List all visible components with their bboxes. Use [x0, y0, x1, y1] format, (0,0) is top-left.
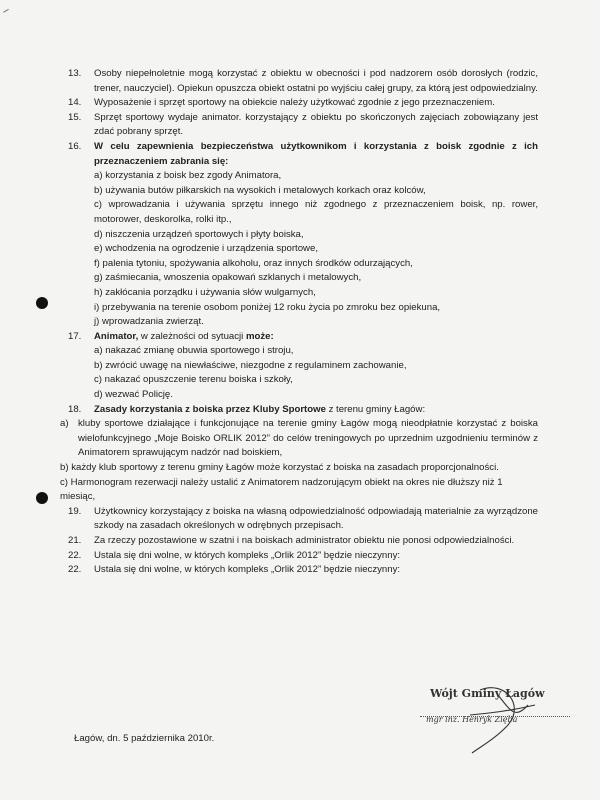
list-item: [68, 111, 538, 140]
item-heading: Zasady korzystania z boiska przez Kluby Sportowe z terenu gminy Łagów:: [94, 403, 426, 415]
punch-hole-bottom: [36, 492, 48, 504]
list-item: [68, 330, 538, 345]
sublist-item: g) zaśmiecania, wnoszenia opakowań szklanych i metalowych,: [94, 272, 362, 284]
item-text: Osoby niepełnoletnie mogą korzystać z obiektu w obecności i pod nadzorem osób dorosłych (rodzic, trener, nauczyciel). Opiekun opuszcza obiekt ostatni po wyjściu całej grupy, za którą jest odpowiedzialny.: [94, 68, 538, 94]
sublist-item: c) wprowadzania i używania sprzętu innego niż zgodnego z przeznaczeniem boisk, np. rower, motorower, deskorolka, rolki itp.,: [94, 199, 538, 225]
item-text: Sprzęt sportowy wydaje animator. korzystający z obiektu po skończonych zajęciach zobowiązany jest zdać pobrany sprzęt.: [94, 111, 538, 138]
item-number: 21.: [68, 535, 82, 546]
item-number: 14.: [68, 97, 82, 109]
scan-mark: [3, 9, 11, 16]
sublist: [68, 169, 538, 330]
signature-scribble: [410, 675, 580, 755]
item-number: 16.: [68, 140, 82, 152]
item-number: 22.: [68, 549, 82, 561]
sublist: [60, 417, 538, 505]
item-number: 22.: [68, 564, 82, 576]
sublist-item: a) kluby sportowe działające i funkcjonujące na terenie gminy Łagów mogą nieodpłatnie korzystać z boiska wielofunkcyjnego „Moje Boisko ORLIK 2012” do celów treningowych po uprzednim uzgodnieniu terminów z Animatorem sprawującym nadzór nad boiskiem,: [60, 418, 538, 459]
item-text: Za rzeczy pozostawione w szatni i na boiskach administrator obiektu nie ponosi odpowiedzialności.: [94, 535, 515, 546]
sublist-item: f) palenia tytoniu, spożywania alkoholu, oraz innych środków odurzających,: [94, 257, 413, 269]
item-text: Użytkownicy korzystający z boiska na własną odpowiedzialność odpowiadają materialnie za wyrządzone szkody na zasadach określonych w odrębnych przepisach.: [94, 505, 538, 532]
list-item: [68, 403, 538, 418]
item-text: Ustala się dni wolne, w których kompleks „Orlik 2012” będzie nieczynny:: [94, 549, 401, 561]
sublist-item: d) niszczenia urządzeń sportowych i płyty boiska,: [94, 228, 304, 240]
list-item: [68, 563, 538, 578]
place-date: Łagów, dn. 5 października 2010r.: [74, 733, 215, 744]
list-item: [68, 140, 538, 169]
list-item: [68, 67, 538, 96]
sublist: [68, 344, 538, 402]
list-item: [68, 505, 538, 534]
sublist-item: j) wprowadzania zwierząt.: [94, 316, 204, 328]
punch-hole-top: [36, 297, 48, 309]
item-number: 17.: [68, 330, 82, 342]
item-number: 15.: [68, 111, 82, 123]
item-number: 18.: [68, 403, 82, 415]
regulations-list: [60, 67, 538, 578]
item-number: 19.: [68, 505, 82, 517]
item-text: Wyposażenie i sprzęt sportowy na obiekcie należy użytkować zgodnie z jego przeznaczeniem.: [94, 97, 495, 109]
sublist-item: b) zwrócić uwagę na niewłaściwe, niezgodne z regulaminem zachowanie,: [94, 359, 407, 371]
sublist-item: a) korzystania z boisk bez zgody Animatora,: [94, 170, 282, 182]
sublist-item: i) przebywania na terenie osobom poniżej 12 roku życia po zmroku bez opiekuna,: [94, 301, 441, 313]
sublist-item: c) nakazać opuszczenie terenu boiska i szkoły,: [94, 374, 293, 386]
item-heading: Animator, w zależności od sytuacji może:: [94, 330, 274, 342]
item-number: 13.: [68, 68, 82, 79]
sublist-item: h) zakłócania porządku i używania słów wulgarnych,: [94, 286, 316, 298]
list-item: [68, 549, 538, 564]
sublist-item: e) wchodzenia na ogrodzenie i urządzenia sportowe,: [94, 243, 318, 255]
sublist-item: c) Harmonogram rezerwacji należy ustalić z Animatorem nadzorującym obiekt na okres nie dłuższy niż 1 miesiąc,: [60, 476, 503, 503]
sublist-item: a) nakazać zmianę obuwia sportowego i stroju,: [94, 345, 294, 357]
sublist-item: b) każdy klub sportowy z terenu gminy Łagów może korzystać z boiska na zasadach proporcjonalności.: [60, 462, 499, 474]
stamp-name: mgr inż. Henryk Zięba: [426, 715, 518, 724]
list-item: [68, 534, 538, 549]
sublist-item: b) używania butów piłkarskich na wysokich i metalowych korkach oraz kolców,: [94, 184, 426, 196]
stamp-title: Wójt Gminy Łagów: [430, 687, 545, 700]
list-item: [68, 96, 538, 111]
item-text: Ustala się dni wolne, w których kompleks „Orlik 2012” będzie nieczynny:: [94, 564, 401, 576]
signature-stamp: [410, 675, 580, 755]
item-heading: W celu zapewnienia bezpieczeństwa użytkownikom i korzystania z boisk zgodnie z ich przeznaczeniem zabrania się:: [94, 140, 538, 167]
sublist-item: d) wezwać Policję.: [94, 389, 173, 401]
